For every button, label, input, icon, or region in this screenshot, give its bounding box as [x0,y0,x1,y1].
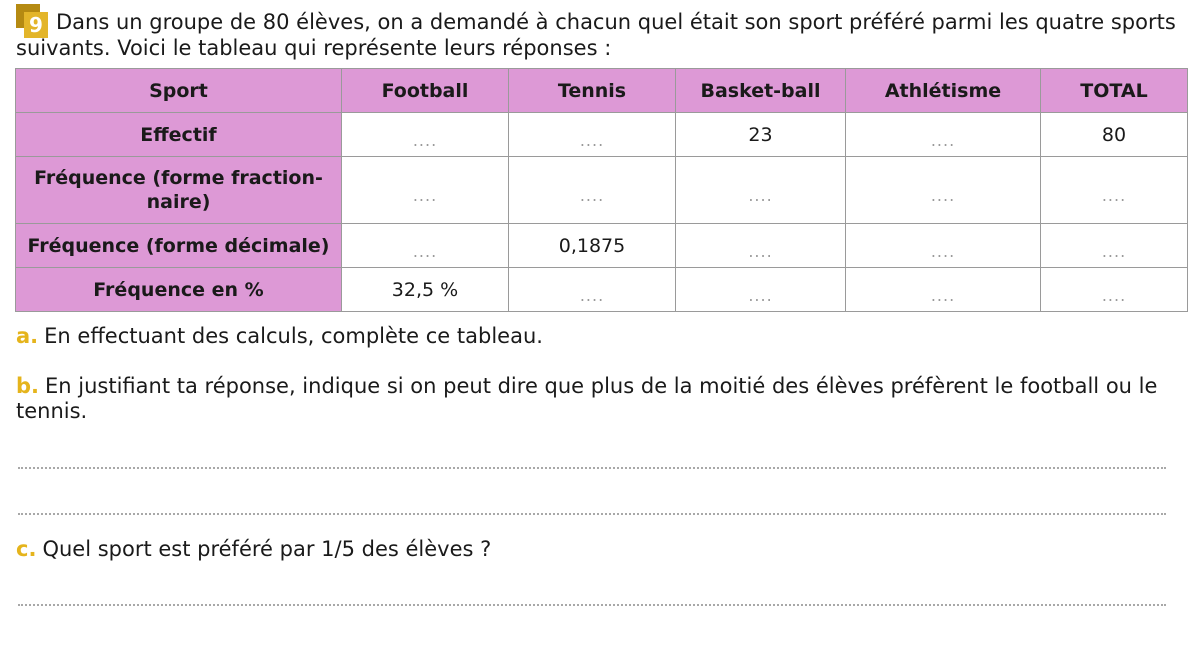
cell-fraction-total[interactable] [1041,157,1188,224]
blank-placeholder: .... [930,186,956,205]
exercise-statement: Dans un groupe de 80 élèves, on a demandé à chacun quel était son sport préféré parmi les quatre sports suivants. Voici le tableau qui représente leurs réponses : [16,10,1176,60]
header-total: TOTAL [1041,69,1188,113]
table-row-frequence-fraction [16,157,1188,224]
header-sport-label: Sport [16,69,342,113]
answer-line[interactable] [18,467,1166,469]
blank-placeholder: .... [412,130,438,150]
blank-placeholder: .... [930,130,956,150]
cell-effectif-tennis[interactable] [509,113,676,157]
cell-decimale-basketball[interactable] [676,224,846,268]
cell-pourcentage-tennis[interactable] [509,268,676,312]
table-row-frequence-pourcentage [16,268,1188,312]
cell-fraction-tennis[interactable] [509,157,676,224]
answer-line[interactable] [18,604,1166,606]
question-text: En effectuant des calculs, complète ce tableau. [44,324,543,348]
question-letter: a. [16,324,39,348]
blank-placeholder: .... [930,285,956,305]
blank-placeholder: .... [1101,241,1127,261]
header-athletisme: Athlétisme [846,69,1041,113]
sports-frequency-table [15,68,1188,312]
question-text: En justifiant ta réponse, indique si on peut dire que plus de la moitié des élèves préfèrent le football ou le tennis. [16,374,1158,423]
header-football: Football [342,69,509,113]
cell-decimale-tennis: 0,1875 [509,224,676,268]
header-basketball: Basket-ball [676,69,846,113]
table-row-frequence-decimale [16,224,1188,268]
cell-effectif-total: 80 [1041,113,1188,157]
cell-pourcentage-total[interactable] [1041,268,1188,312]
answer-line[interactable] [18,513,1166,515]
cell-effectif-athletisme[interactable] [846,113,1041,157]
cell-pourcentage-football: 32,5 % [342,268,509,312]
table-header-row [16,69,1188,113]
blank-placeholder: .... [579,130,605,150]
blank-placeholder: .... [1101,186,1127,205]
question-letter: b. [16,374,40,398]
header-tennis: Tennis [509,69,676,113]
question-a [16,324,1186,349]
table-row-effectif [16,113,1188,157]
row-label: Fréquence (forme décimale) [16,224,342,268]
cell-pourcentage-basketball[interactable] [676,268,846,312]
blank-placeholder: .... [579,186,605,205]
blank-placeholder: .... [1101,285,1127,305]
row-label: Fréquence en % [16,268,342,312]
question-letter: c. [16,537,37,561]
question-b [16,374,1186,424]
cell-decimale-athletisme[interactable] [846,224,1041,268]
cell-decimale-total[interactable] [1041,224,1188,268]
blank-placeholder: .... [412,241,438,261]
cell-effectif-basketball: 23 [676,113,846,157]
cell-fraction-basketball[interactable] [676,157,846,224]
cell-decimale-football[interactable] [342,224,509,268]
blank-placeholder: .... [748,285,773,305]
cell-effectif-football[interactable] [342,113,509,157]
blank-placeholder: .... [930,241,956,261]
question-c [16,537,1186,562]
blank-placeholder: .... [412,186,438,205]
blank-placeholder: .... [748,241,773,261]
blank-placeholder: .... [748,186,773,205]
exercise-number: 9 [24,12,48,38]
blank-placeholder: .... [579,285,605,305]
question-text: Quel sport est préféré par 1/5 des élèves ? [42,537,492,561]
cell-pourcentage-athletisme[interactable] [846,268,1041,312]
cell-fraction-athletisme[interactable] [846,157,1041,224]
row-label: Fréquence (forme fraction- naire) [16,157,342,224]
row-label: Effectif [16,113,342,157]
cell-fraction-football[interactable] [342,157,509,224]
